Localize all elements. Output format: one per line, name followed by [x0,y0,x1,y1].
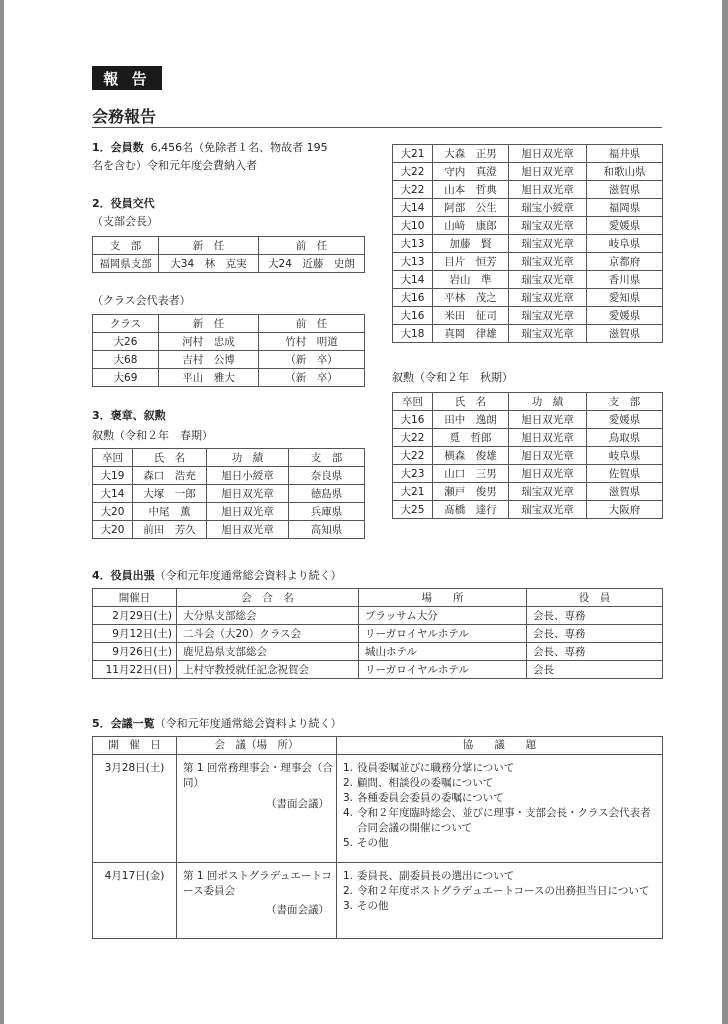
table-cell: 愛媛県 [587,217,663,235]
table-cell: 横森 俊雄 [433,447,509,465]
table-cell: 竹村 明道 [259,333,365,351]
table-cell: 9月26日(土) [93,643,177,661]
agenda-item: 1. 委員長、副委員長の選出について [343,870,515,882]
table-header-row [93,237,365,255]
table-row [393,429,663,447]
table-cell: 兵庫県 [289,503,365,521]
agenda-list [337,755,663,863]
table-cell: 米田 征司 [433,307,509,325]
table-cell: 大69 [93,369,159,387]
table-cell: 滋賀県 [587,325,663,343]
table-cell: 場 所 [359,589,527,607]
table-cell: 鹿児島県支部総会 [177,643,359,661]
section-5-note: （令和元年度通常総会資料より続く） [154,717,342,730]
table-cell: リーガロイヤルホテル [359,661,527,679]
header-cell: 新 任 [159,315,259,333]
cell: 大34 林 克実 [159,255,259,273]
table-cell: 大25 [393,501,433,519]
table-row [393,325,663,343]
header-cell: クラス [93,315,159,333]
table-cell: 旭日双光章 [509,163,587,181]
table-cell: 開催日 [93,589,177,607]
member-count-text-2: 名を含む）令和元年度会費納入者 [92,159,257,172]
table-cell: 大22 [393,429,433,447]
table-cell: 旭日双光章 [509,429,587,447]
table-cell: 田中 逸朗 [433,411,509,429]
table-cell: （新 卒） [259,351,365,369]
spring-caption: 叙勲（令和２年 春期） [92,429,213,442]
table-row [93,467,365,485]
title-divider [92,127,662,128]
meeting-place: （書面会議） [266,798,329,810]
table-cell: 瑞宝双光章 [509,325,587,343]
agenda-item: 1. 役員委嘱並びに職務分掌について [343,762,515,774]
report-badge: 報 告 [92,66,162,90]
table-cell: 旭日双光章 [207,521,289,539]
table-cell: 中尾 薫 [133,503,207,521]
table-header-row [93,737,663,755]
table-cell: 河村 忠成 [159,333,259,351]
table-header-row [93,589,663,607]
cell: 大24 近藤 史朗 [259,255,365,273]
table-row [393,253,663,271]
table-row [393,145,663,163]
table-row [393,181,663,199]
table-cell: 大20 [93,503,133,521]
table-row [393,163,663,181]
table-cell: 氏 名 [133,449,207,467]
table-cell: 阿部 公生 [433,199,509,217]
section-1-heading: 1．会員数 [92,141,144,154]
table-cell: 瑞宝小綬章 [509,199,587,217]
agenda-item: 3. その他 [343,900,389,912]
table-row [393,465,663,483]
table-cell: 平山 雅大 [159,369,259,387]
table-cell: 旭日双光章 [509,145,587,163]
table-cell: 卒回 [93,449,133,467]
table-cell: （新 卒） [259,369,365,387]
table-row [93,643,663,661]
table-cell: 9月12日(土) [93,625,177,643]
meeting-name: 第 1 回ポストグラデュエートコース委員会 [183,870,332,897]
table-cell: 2月29日(土) [93,607,177,625]
section-5-heading: 5．会議一覧（令和元年度通常総会資料より続く） [92,717,342,730]
section-2-heading: 2．役員交代 [92,197,155,210]
agenda-item: 2. 顧問、相談役の委嘱について [343,777,494,789]
table-cell: 瑞宝双光章 [509,289,587,307]
meeting-name: 第 1 回常務理事会・理事会（合同） [183,762,333,789]
table-cell: 岩山 準 [433,271,509,289]
meeting-date: 3月28日(土) [93,755,177,863]
member-count-text: 6,456名（免除者１名、物故者 195 [150,141,328,154]
table-cell: 佐賀県 [587,465,663,483]
table-cell: 会 合 名 [177,589,359,607]
table-cell: 大22 [393,447,433,465]
table-cell: 山本 哲典 [433,181,509,199]
honors-continued-table [392,144,663,343]
table-cell: 功 績 [509,393,587,411]
table-cell: 大18 [393,325,433,343]
autumn-caption: 叙勲（令和２年 秋期） [392,371,513,384]
table-cell: 滋賀県 [587,181,663,199]
table-cell: 大13 [393,253,433,271]
table-cell: 瑞宝双光章 [509,271,587,289]
agenda-item: 4. 令和２年度臨時総会、並びに理事・支部会長・クラス会代表者合同会議の開催について [343,807,651,834]
table-cell: 二斗会（大20）クラス会 [177,625,359,643]
table-cell: 山﨑 康郎 [433,217,509,235]
table-cell: 旭日双光章 [509,465,587,483]
agenda-item: 3. 各種委員会委員の委嘱について [343,792,504,804]
table-row [93,333,365,351]
table-cell: 旭日双光章 [207,503,289,521]
table-row [93,755,663,863]
table-row [393,235,663,253]
table-cell: 吉村 公博 [159,351,259,369]
table-cell: 前田 芳久 [133,521,207,539]
officer-trips-table [92,588,663,679]
cell: 福岡県支部 [93,255,159,273]
table-cell: 開 催 日 [93,737,177,755]
table-cell: 役 員 [527,589,663,607]
meetings-table [92,736,663,939]
table-cell: 会長、専務 [527,607,663,625]
table-cell: 奈良県 [289,467,365,485]
table-cell: 高知県 [289,521,365,539]
table-cell: 瑞宝双光章 [509,483,587,501]
class-caption: （クラス会代表者） [92,294,191,307]
table-cell: リーガロイヤルホテル [359,625,527,643]
table-cell: 加藤 賢 [433,235,509,253]
table-cell: 瑞宝双光章 [509,501,587,519]
table-row [93,521,365,539]
table-cell: 旭日双光章 [509,447,587,465]
table-cell: 鳥取県 [587,429,663,447]
table-cell: 大22 [393,181,433,199]
table-cell: 大22 [393,163,433,181]
table-cell: 氏 名 [433,393,509,411]
table-row [393,501,663,519]
section-4-note: （令和元年度通常総会資料より続く） [154,569,342,582]
section-3-heading: 3．褒章、叙勲 [92,409,166,422]
table-cell: 髙橋 達行 [433,501,509,519]
table-row [93,661,663,679]
table-header-row [93,315,365,333]
table-cell: 大14 [393,199,433,217]
table-cell: 大14 [93,485,133,503]
table-cell: 大分県支部総会 [177,607,359,625]
table-row [393,411,663,429]
table-cell: 旭日双光章 [509,411,587,429]
table-cell: 岐阜県 [587,235,663,253]
table-cell: 11月22日(日) [93,661,177,679]
document-page [4,0,722,1024]
table-cell: 瑞宝双光章 [509,307,587,325]
table-row [393,199,663,217]
meeting-date: 4月17日(金) [93,863,177,939]
table-cell: 大19 [93,467,133,485]
table-cell: 会長 [527,661,663,679]
table-header-row [93,449,365,467]
header-cell: 前 任 [259,237,365,255]
meeting-place: （書面会議） [266,904,329,916]
table-cell: 愛媛県 [587,307,663,325]
table-cell: 覓 哲郎 [433,429,509,447]
table-cell: 山口 三男 [433,465,509,483]
table-row [393,307,663,325]
table-cell: 卒回 [393,393,433,411]
table-cell: 守内 真澄 [433,163,509,181]
table-cell: 和歌山県 [587,163,663,181]
table-row [393,483,663,501]
table-cell: 徳島県 [289,485,365,503]
table-cell: 大20 [93,521,133,539]
table-cell: 瑞宝双光章 [509,253,587,271]
section-4-heading: 4．役員出張（令和元年度通常総会資料より続く） [92,569,342,582]
table-cell: 香川県 [587,271,663,289]
table-cell: 瑞宝双光章 [509,235,587,253]
table-row [393,271,663,289]
table-cell: 大26 [93,333,159,351]
table-cell: 支 部 [587,393,663,411]
table-cell: 協 議 題 [337,737,663,755]
table-cell: 大13 [393,235,433,253]
table-cell: 瀬戸 俊男 [433,483,509,501]
table-cell: 支 部 [289,449,365,467]
table-cell: 旭日双光章 [509,181,587,199]
table-cell: 福岡県 [587,199,663,217]
agenda-item: 5. その他 [343,837,389,849]
table-cell: 旭日小綬章 [207,467,289,485]
table-cell: 城山ホテル [359,643,527,661]
header-cell: 支 部 [93,237,159,255]
table-cell: 京都府 [587,253,663,271]
table-cell: 岐阜県 [587,447,663,465]
table-cell: 大16 [393,307,433,325]
table-row [93,863,663,939]
table-cell: 上村守教授就任記念祝賀会 [177,661,359,679]
table-cell: 大68 [93,351,159,369]
table-cell: 森口 浩充 [133,467,207,485]
table-row [93,255,365,273]
table-cell: 会長、専務 [527,625,663,643]
table-cell: 愛媛県 [587,411,663,429]
page-title: 会務報告 [92,107,157,126]
autumn-honors-table [392,392,663,519]
member-count-section [92,139,372,175]
branch-caption: （支部会長） [92,215,158,228]
agenda-list [337,863,663,939]
table-cell: 真岡 律雄 [433,325,509,343]
table-cell: 大14 [393,271,433,289]
agenda-item: 2. 令和２年度ポストグラデュエートコースの出務担当日について [343,885,650,897]
table-cell: 大阪府 [587,501,663,519]
table-cell: 会 議（場 所） [177,737,337,755]
table-row [393,447,663,465]
header-cell: 前 任 [259,315,365,333]
table-cell: 大23 [393,465,433,483]
table-row [93,369,365,387]
table-cell: 大21 [393,483,433,501]
table-row [93,503,365,521]
table-row [93,351,365,369]
table-cell: 大21 [393,145,433,163]
spring-honors-table [92,448,365,539]
table-header-row [393,393,663,411]
table-cell [177,755,337,863]
table-cell: 瑞宝双光章 [509,217,587,235]
table-row [93,485,365,503]
table-row [393,289,663,307]
table-cell: 大16 [393,289,433,307]
table-cell: 大塚 一郎 [133,485,207,503]
table-cell: 目片 恒芳 [433,253,509,271]
table-row [393,217,663,235]
table-row [93,625,663,643]
table-cell: 滋賀県 [587,483,663,501]
table-cell: 大森 正男 [433,145,509,163]
table-cell: 大16 [393,411,433,429]
table-row [93,607,663,625]
table-cell: 会長、専務 [527,643,663,661]
class-rep-table [92,314,365,387]
table-cell: 大10 [393,217,433,235]
table-cell: 愛知県 [587,289,663,307]
table-cell [177,863,337,939]
table-cell: 旭日双光章 [207,485,289,503]
header-cell: 新 任 [159,237,259,255]
table-cell: 功 績 [207,449,289,467]
table-cell: 福井県 [587,145,663,163]
table-cell: プラッサム大分 [359,607,527,625]
table-cell: 平林 茂之 [433,289,509,307]
branch-head-table [92,236,365,273]
